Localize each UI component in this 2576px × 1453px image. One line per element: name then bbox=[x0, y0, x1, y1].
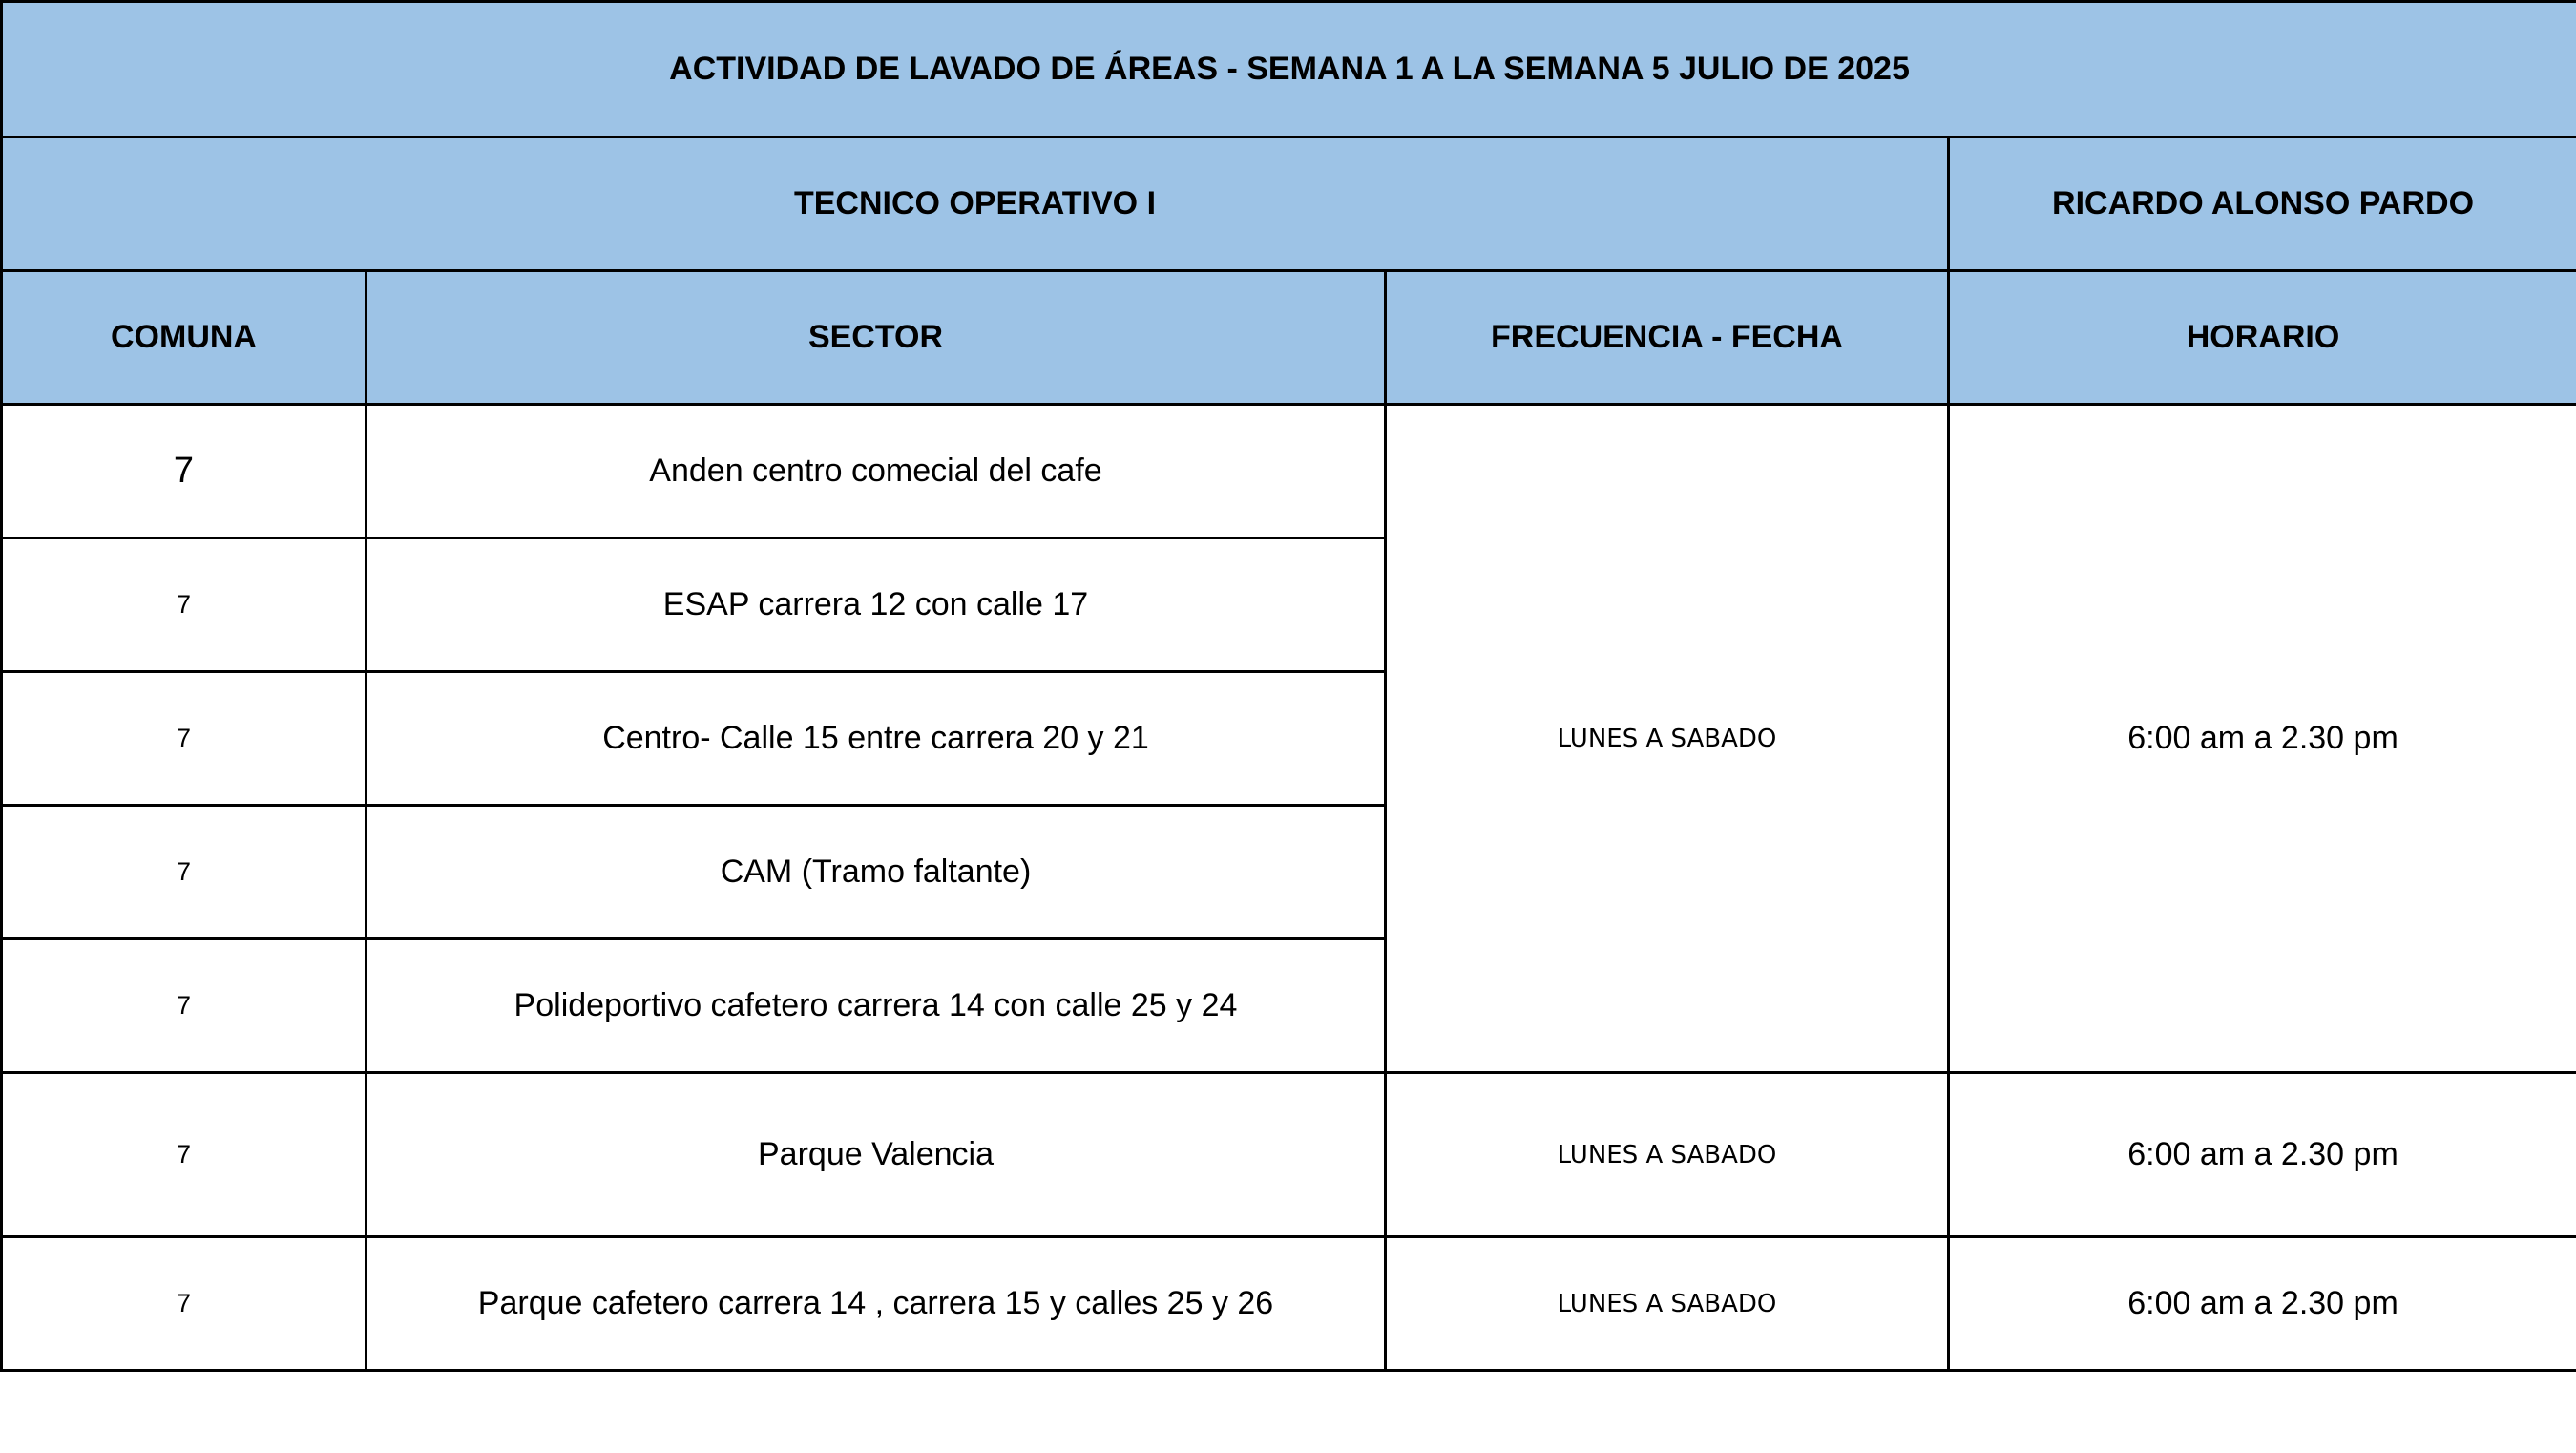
column-header-sector: SECTOR bbox=[367, 271, 1386, 405]
comuna-cell: 7 bbox=[2, 672, 367, 806]
sector-cell: Anden centro comecial del cafe bbox=[367, 405, 1386, 538]
frecuencia-cell: LUNES A SABADO bbox=[1386, 1073, 1949, 1237]
horario-cell: 6:00 am a 2.30 pm bbox=[1949, 1237, 2576, 1371]
table-row bbox=[2, 1237, 2576, 1371]
column-header-frecuencia: FRECUENCIA - FECHA bbox=[1386, 271, 1949, 405]
comuna-cell: 7 bbox=[2, 806, 367, 939]
sector-cell: ESAP carrera 12 con calle 17 bbox=[367, 538, 1386, 672]
column-header-comuna: COMUNA bbox=[2, 271, 367, 405]
horario-cell: 6:00 am a 2.30 pm bbox=[1949, 1073, 2576, 1237]
role-label: TECNICO OPERATIVO I bbox=[2, 137, 1949, 271]
table-row bbox=[2, 405, 2576, 538]
role-name: RICARDO ALONSO PARDO bbox=[1949, 137, 2576, 271]
sector-cell: Parque Valencia bbox=[367, 1073, 1386, 1237]
sector-cell: CAM (Tramo faltante) bbox=[367, 806, 1386, 939]
comuna-cell: 7 bbox=[2, 939, 367, 1073]
sector-cell: Centro- Calle 15 entre carrera 20 y 21 bbox=[367, 672, 1386, 806]
comuna-cell: 7 bbox=[2, 1237, 367, 1371]
comuna-cell: 7 bbox=[2, 405, 367, 538]
table-row bbox=[2, 1073, 2576, 1237]
sector-cell: Parque cafetero carrera 14 , carrera 15 y calles 25 y 26 bbox=[367, 1237, 1386, 1371]
column-header-horario: HORARIO bbox=[1949, 271, 2576, 405]
frecuencia-cell: LUNES A SABADO bbox=[1386, 405, 1949, 1073]
comuna-cell: 7 bbox=[2, 538, 367, 672]
comuna-cell: 7 bbox=[2, 1073, 367, 1237]
frecuencia-cell: LUNES A SABADO bbox=[1386, 1237, 1949, 1371]
horario-cell: 6:00 am a 2.30 pm bbox=[1949, 405, 2576, 1073]
sector-cell: Polideportivo cafetero carrera 14 con calle 25 y 24 bbox=[367, 939, 1386, 1073]
table-title: ACTIVIDAD DE LAVADO DE ÁREAS - SEMANA 1 A LA SEMANA 5 JULIO DE 2025 bbox=[2, 2, 2576, 137]
